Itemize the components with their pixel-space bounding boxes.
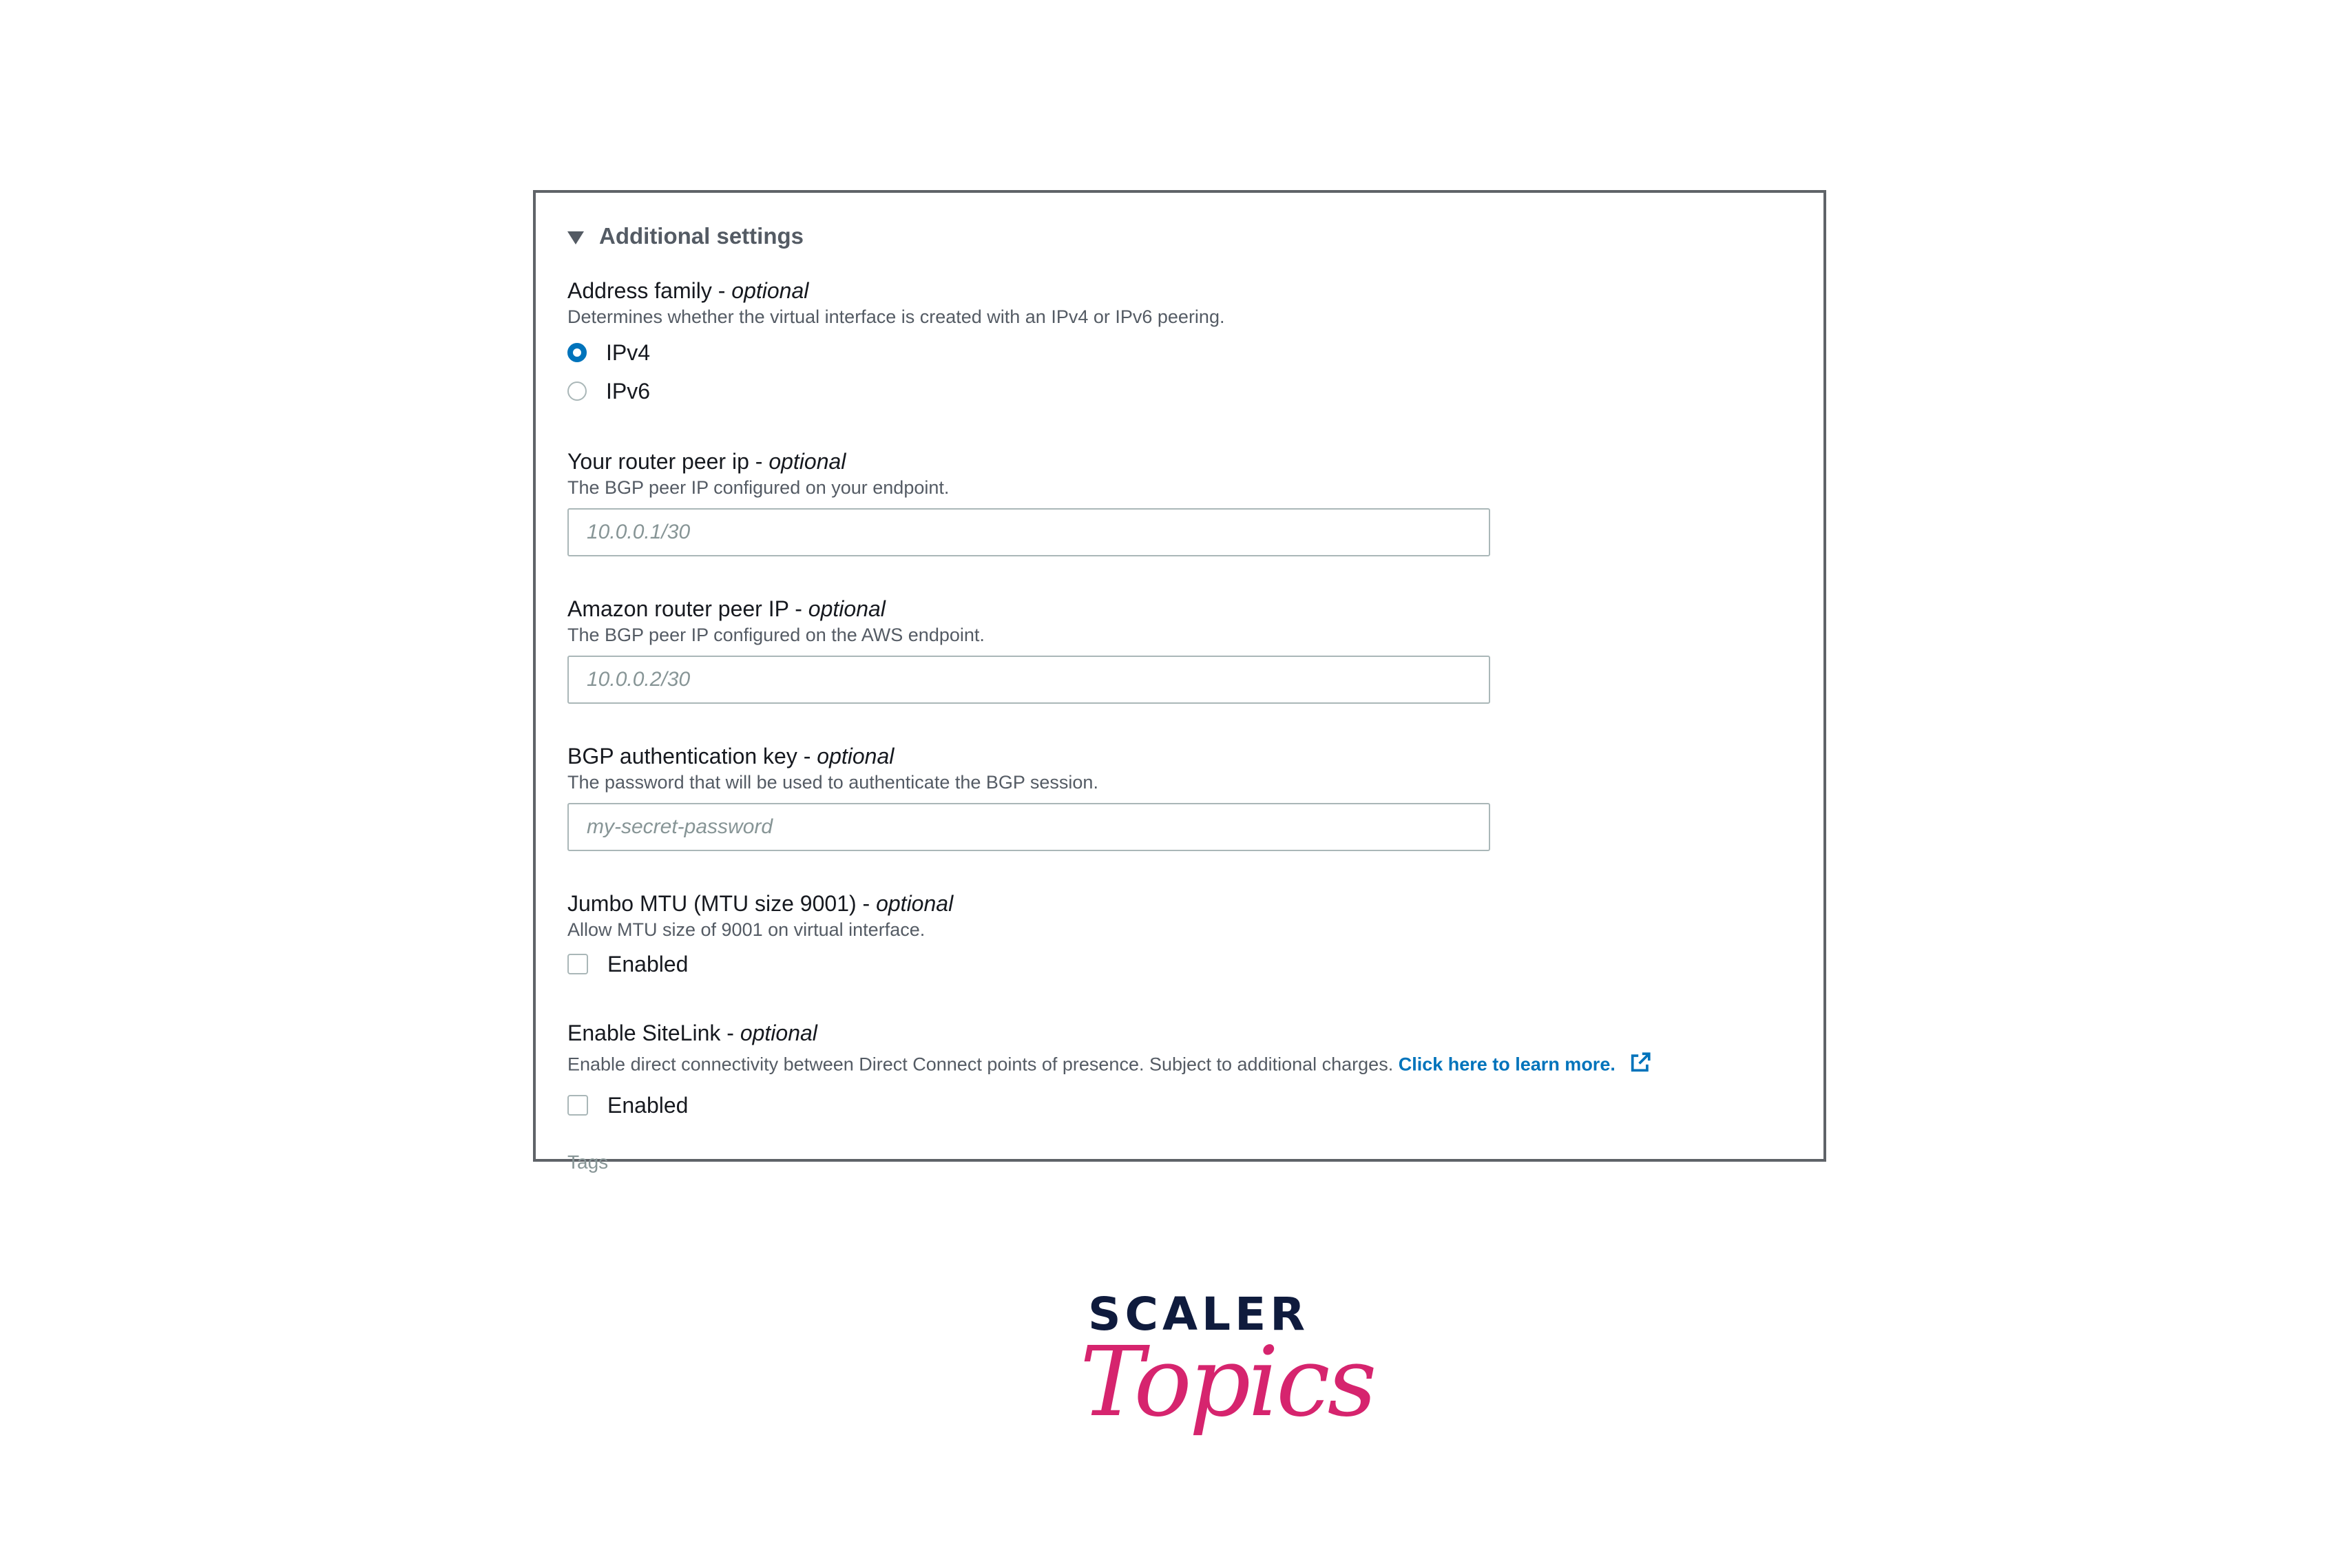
sitelink-checkbox[interactable]	[567, 1095, 588, 1116]
sitelink-checkbox-row[interactable]	[567, 1086, 1652, 1125]
router-peer-ip-field	[567, 448, 1490, 556]
router-peer-ip-description: The BGP peer IP configured on your endpoint.	[567, 477, 950, 498]
section-title: Additional settings	[599, 223, 804, 249]
logo-topics-text: Topics	[1080, 1326, 1374, 1439]
amazon-peer-ip-label: Amazon router peer IP - optional	[567, 596, 886, 621]
jumbo-mtu-checkbox[interactable]	[567, 954, 588, 974]
router-peer-ip-input[interactable]	[567, 508, 1490, 556]
address-family-description: Determines whether the virtual interface is created with an IPv4 or IPv6 peering.	[567, 306, 1225, 327]
external-link-icon[interactable]	[1629, 1051, 1652, 1080]
additional-settings-toggle[interactable]	[567, 223, 804, 249]
jumbo-mtu-description: Allow MTU size of 9001 on virtual interface.	[567, 919, 926, 940]
caret-down-icon	[567, 231, 584, 244]
tags-heading-cutoff: Tags	[567, 1151, 609, 1173]
learn-more-link[interactable]: Click here to learn more.	[1398, 1054, 1616, 1075]
address-family-label: Address family - optional	[567, 278, 809, 303]
jumbo-mtu-checkbox-label: Enabled	[607, 951, 689, 976]
radio-ipv4-label: IPv4	[606, 339, 651, 365]
sitelink-field	[567, 1019, 1652, 1125]
amazon-peer-ip-input[interactable]	[567, 656, 1490, 704]
radio-ipv6-label: IPv6	[606, 378, 651, 404]
radio-ipv4-button[interactable]	[567, 343, 587, 362]
scaler-topics-logo	[1080, 1288, 1374, 1460]
router-peer-ip-label: Your router peer ip - optional	[567, 449, 846, 474]
jumbo-mtu-label: Jumbo MTU (MTU size 9001) - optional	[567, 891, 954, 916]
sitelink-description: Enable direct connectivity between Direct Connect points of presence. Subject to additional charges. Click here to learn more.	[567, 1051, 1652, 1080]
jumbo-mtu-field	[567, 890, 953, 983]
logo-scaler-text: SCALER	[1088, 1288, 1310, 1341]
sitelink-checkbox-label: Enabled	[607, 1092, 689, 1118]
radio-ipv4[interactable]	[567, 333, 1224, 372]
jumbo-mtu-checkbox-row[interactable]	[567, 945, 953, 983]
sitelink-label: Enable SiteLink - optional	[567, 1021, 817, 1045]
bgp-key-description: The password that will be used to authenticate the BGP session.	[567, 772, 1098, 793]
address-family-field	[567, 277, 1224, 410]
bgp-key-field	[567, 742, 1490, 851]
radio-ipv6-button[interactable]	[567, 381, 587, 401]
bgp-key-input[interactable]	[567, 803, 1490, 851]
radio-ipv6[interactable]	[567, 372, 1224, 410]
additional-settings-panel	[533, 190, 1826, 1173]
amazon-peer-ip-description: The BGP peer IP configured on the AWS endpoint.	[567, 625, 985, 645]
amazon-peer-ip-field	[567, 595, 1490, 704]
bgp-key-label: BGP authentication key - optional	[567, 744, 895, 769]
